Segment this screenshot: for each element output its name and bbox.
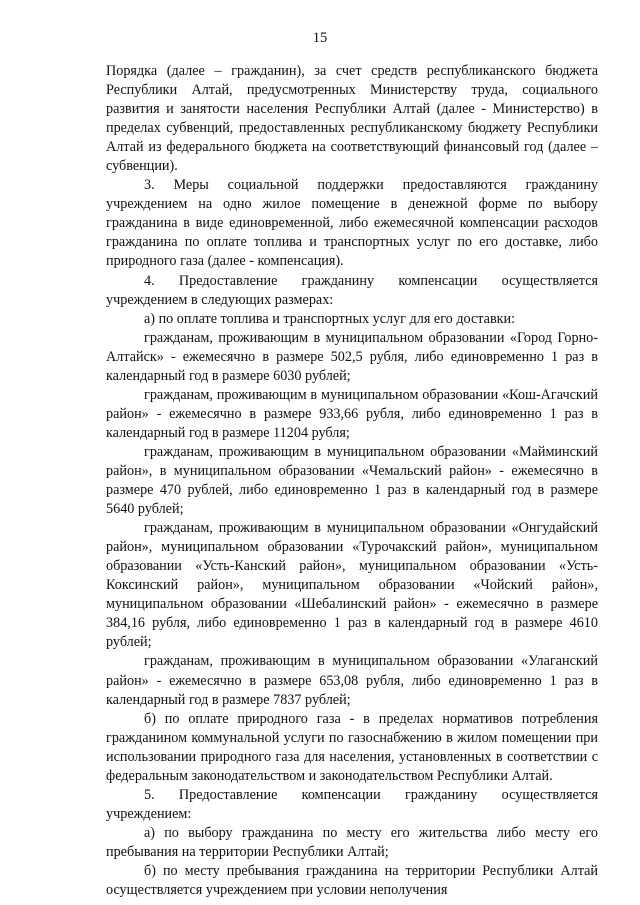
paragraph-mayma-chemal: гражданам, проживающим в муниципальном образовании «Майминский район», в муниципальном образовании «Чемальский район» - ежемесячно в размере 470 рублей, либо единовременно 1 раз в календарный год в размере 5640 рублей; bbox=[106, 443, 598, 518]
paragraph-item-4: 4. Предоставление гражданину компенсации осуществляется учреждением в следующих размерах: bbox=[106, 272, 598, 308]
page-number: 15 bbox=[312, 30, 328, 46]
paragraph-item-3: 3. Меры социальной поддержки предоставляются гражданину учреждением на одно жилое помещение в денежной форме по выбору гражданина в виде единовременной, либо ежемесячной компенсации расходов гражданина по оплате топлива и транспортных услуг по его доставке, либо природного газа (далее - компенсация). bbox=[106, 177, 598, 270]
paragraph-gorno-altaysk: гражданам, проживающим в муниципальном образовании «Город Горно-Алтайск» - ежемесячно в размере 502,5 рубля, либо единовременно 1 раз в календарный год в размере 6030 рублей; bbox=[106, 329, 598, 384]
paragraph-subitem-a: а) по оплате топлива и транспортных услуг для его доставки: bbox=[144, 310, 516, 327]
paragraph-kosh-agach: гражданам, проживающим в муниципальном образовании «Кош-Агачский район» - ежемесячно в размере 933,66 рубля, либо единовременно 1 раз в календарный год в размере 11204 рубля; bbox=[106, 386, 598, 441]
paragraph-item-5-b: б) по месту пребывания гражданина на территории Республики Алтай осуществляется учреждением при условии неполучения bbox=[106, 862, 598, 899]
paragraph-item-5: 5. Предоставление компенсации гражданину осуществляется учреждением: bbox=[106, 786, 598, 822]
paragraph-subitem-b-gas: б) по оплате природного газа - в пределах нормативов потребления гражданином коммунальной услуги по газоснабжению в жилом помещении при использовании природного газа для населения, установленных в соответствии с федеральным законодательством и законодательством Республики Алтай. bbox=[106, 710, 598, 784]
paragraph-ongudai-group: гражданам, проживающим в муниципальном образовании «Онгудайский район», муниципальном образовании «Турочакский район», муниципальном образовании «Усть-Канский район», муниципальном образовании «Усть-Коксинский район», муниципальном образовании «Чойский район», муниципальном образовании «Шебалинский район» - ежемесячно в размере 384,16 рубля, либо единовременно 1 раз в календарный год в размере 4610 рублей; bbox=[106, 520, 598, 651]
paragraph-item-5-a: а) по выбору гражданина по месту его жительства либо месту его пребывания на территории Республики Алтай; bbox=[106, 824, 598, 860]
paragraph-continuation: Порядка (далее – гражданин), за счет средств республиканского бюджета Республики Алтай, предусмотренных Министерству труда, социального развития и занятости населения Республики Алтай (далее - Министерство) в пределах субвенций, предоставленных республиканскому бюджету Республики Алтай из федерального бюджета на соответствующий финансовый год (далее – субвенции). bbox=[106, 63, 598, 175]
paragraph-ulagan: гражданам, проживающим в муниципальном образовании «Улаганский район» - ежемесячно в размере 653,08 рубля, либо единовременно 1 раз в календарный год в размере 7837 рублей; bbox=[106, 653, 598, 708]
document-body bbox=[106, 62, 598, 900]
